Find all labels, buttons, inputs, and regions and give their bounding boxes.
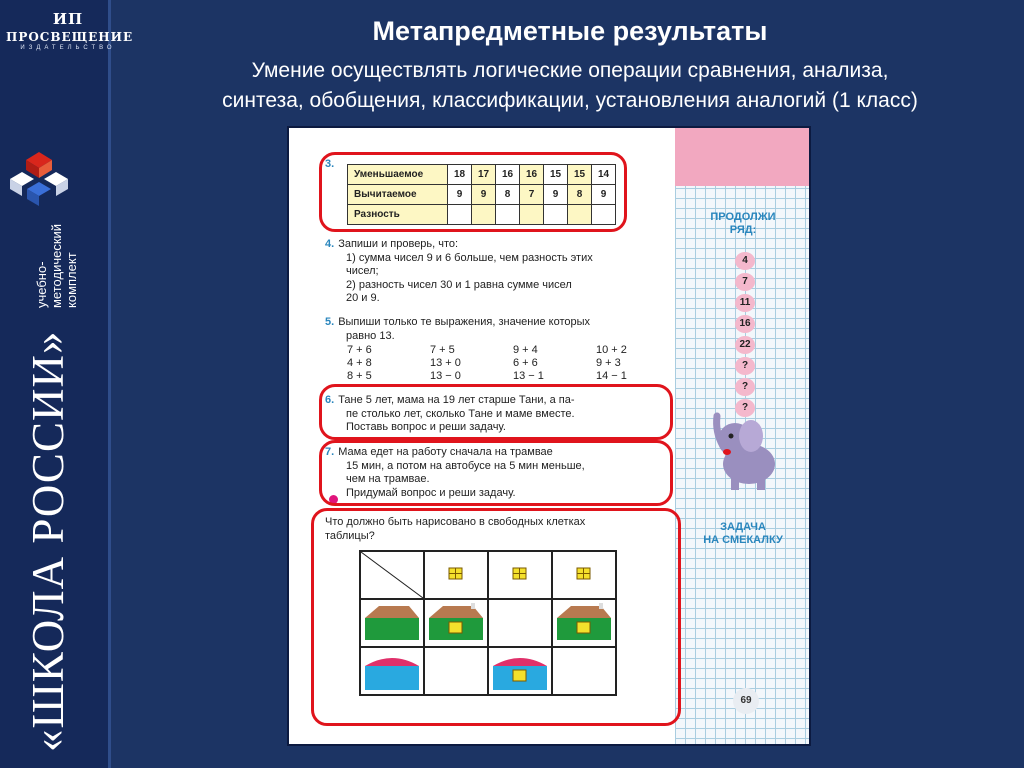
page-margin-header [675, 128, 811, 186]
task5-line2: равно 13. [346, 329, 395, 342]
table-cell: 15 [544, 165, 568, 185]
task4 [325, 238, 655, 306]
highlight-frame [319, 440, 673, 506]
expression: 4 + 8 [347, 357, 372, 369]
row-label: Разность [348, 205, 448, 225]
expression: 13 − 1 [513, 370, 544, 382]
expression: 8 + 5 [347, 370, 372, 382]
school-of-russia-logo-icon [8, 148, 70, 210]
series-item: 4 [735, 252, 755, 270]
table-cell: 9 [472, 185, 496, 205]
sidebar-divider [108, 0, 111, 768]
subtitle-line1: Умение осуществлять логические операции сравнения, анализа, [251, 59, 889, 82]
table-cell: 8 [496, 185, 520, 205]
expression: 10 + 2 [596, 344, 627, 356]
publisher-logo-mark: ИП [52, 10, 84, 28]
publisher-brand [6, 10, 134, 51]
task7-line1: Мама едет на работу сначала на трамвае [338, 446, 553, 458]
series-item: 16 [735, 315, 755, 333]
series-item: 22 [735, 336, 755, 354]
task4-line2: 1) сумма чисел 9 и 6 больше, чем разность этих [346, 251, 593, 264]
expression: 9 + 4 [513, 344, 538, 356]
task6-line1: Тане 5 лет, мама на 19 лет старше Тани, а па- [338, 394, 575, 406]
expression: 13 − 0 [430, 370, 461, 382]
elephant-icon [701, 408, 791, 498]
highlight-frame [311, 508, 681, 726]
task-number: 4. [325, 238, 335, 250]
task4-line4: 2) разность чисел 30 и 1 равна сумме чисел [346, 278, 572, 291]
expression: 7 + 5 [430, 344, 455, 356]
subtitle-line2: синтеза, обобщения, классификации, установления аналогий (1 класс) [222, 89, 918, 112]
textbook-page [287, 126, 811, 746]
publisher-subtitle: ИЗДАТЕЛЬСТВО [20, 45, 116, 51]
expression: 6 + 6 [513, 357, 538, 369]
table-cell: 7 [520, 185, 544, 205]
task8-line2: таблицы? [325, 529, 375, 542]
table-cell: 16 [520, 165, 544, 185]
expression: 14 − 1 [596, 370, 627, 382]
expression: 9 + 3 [596, 357, 621, 369]
task4-line1: Запиши и проверь, что: [338, 238, 459, 250]
row-label: Вычитаемое [348, 185, 448, 205]
task7-line2: 15 мин, а потом на автобусе на 5 мин меньше, [346, 459, 585, 472]
table-cell: 14 [592, 165, 616, 185]
kit-caption-line2: методический [49, 223, 64, 308]
kit-caption-line1: учебно- [34, 261, 49, 308]
task5-line1: Выпиши только те выражения, значение которых [338, 316, 591, 328]
series-item: ? [735, 378, 755, 396]
puzzle-line2: НА СМЕКАЛКУ [703, 534, 783, 546]
table-cell: 16 [496, 165, 520, 185]
series-item: 7 [735, 273, 755, 291]
series-item: ? [735, 357, 755, 375]
continue-series-title [675, 211, 811, 237]
table-cell: 9 [544, 185, 568, 205]
task4-line5: 20 и 9. [346, 292, 380, 304]
kit-caption-line3: комплект [64, 252, 79, 308]
publisher-name: ПРОСВЕЩЕНИЕ [6, 30, 134, 44]
slide-title: Метапредметные результаты [372, 16, 768, 46]
expression: 7 + 6 [347, 344, 372, 356]
highlight-frame [319, 384, 673, 440]
task5 [325, 316, 655, 343]
table-cell: 8 [568, 185, 592, 205]
task7-line3: чем на трамвае. [346, 473, 430, 485]
expression-list [347, 344, 662, 382]
task-number: 3. [325, 158, 335, 170]
page-number: 69 [733, 688, 759, 714]
series-item: ? [735, 399, 755, 417]
slide-subtitle [120, 56, 1020, 116]
expression: 13 + 0 [430, 357, 461, 369]
task7-line4: Придумай вопрос и реши задачу. [346, 486, 516, 499]
task8-line1: Что должно быть нарисовано в свободных клетках [325, 516, 586, 528]
task-number: 5. [325, 316, 335, 328]
series-title: «ШКОЛА РОССИИ» [23, 330, 73, 752]
highlight-frame [319, 152, 627, 232]
table-cell: 17 [472, 165, 496, 185]
kit-caption [34, 224, 79, 308]
task6-line2: пе столько лет, сколько Тане и маме вместе. [346, 407, 575, 420]
number-series [735, 252, 755, 420]
table-cell: 15 [568, 165, 592, 185]
task4-line3: чисел; [346, 265, 379, 277]
puzzle-line1: ЗАДАЧА [720, 521, 766, 533]
table-cell: 9 [592, 185, 616, 205]
series-item: 11 [735, 294, 755, 312]
row-label: Уменьшаемое [348, 165, 448, 185]
table-cell: 9 [448, 185, 472, 205]
task6-line3: Поставь вопрос и реши задачу. [346, 421, 506, 433]
table-cell: 18 [448, 165, 472, 185]
continue-series-line1: ПРОДОЛЖИ [710, 211, 776, 223]
puzzle-title [675, 521, 811, 547]
continue-series-line2: РЯД: [729, 224, 757, 236]
task-number: 6. [325, 394, 335, 406]
task-number: 7. [325, 446, 335, 458]
